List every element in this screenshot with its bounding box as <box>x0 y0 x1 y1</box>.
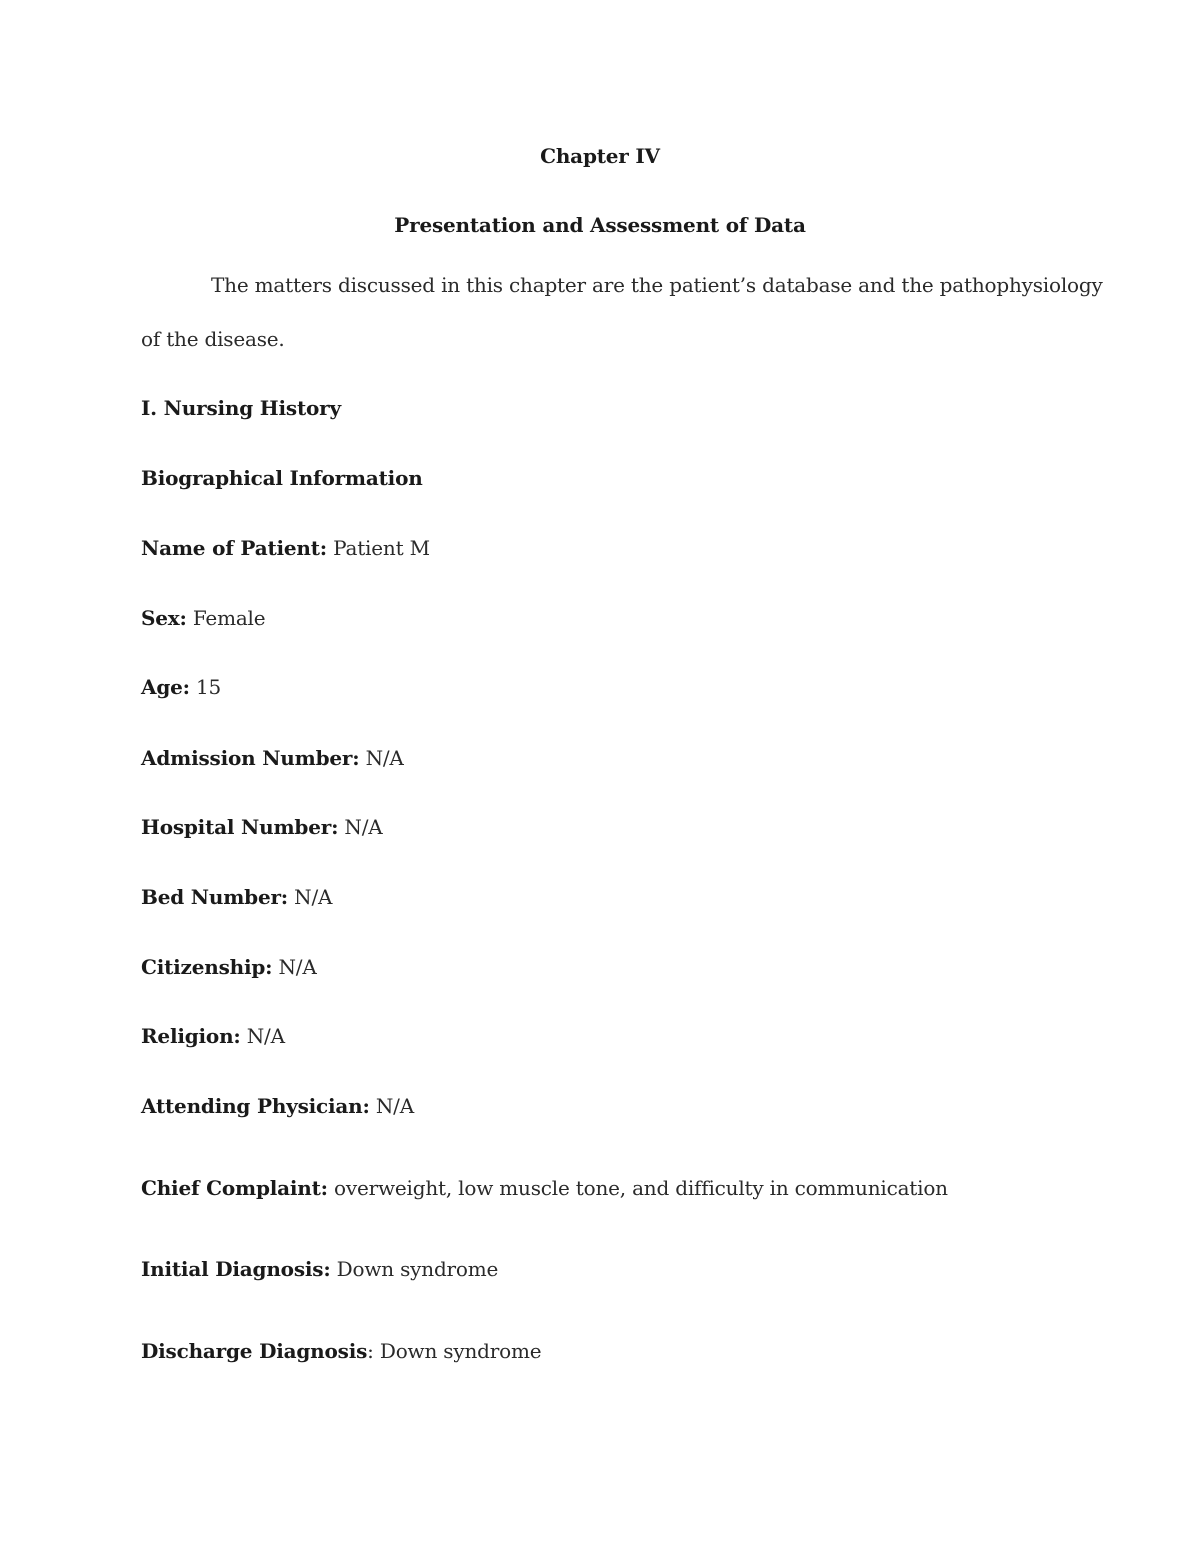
field-label: Attending Physician: <box>141 1094 370 1118</box>
field-chief-complaint <box>141 1175 948 1201</box>
field-value: N/A <box>288 885 333 909</box>
field-value: Female <box>186 606 266 630</box>
heading-nursing-history: I. Nursing History <box>141 396 341 420</box>
field-discharge-diagnosis <box>141 1338 541 1364</box>
field-label: Age: <box>141 675 190 699</box>
field-name-of-patient <box>141 535 430 561</box>
field-label: Initial Diagnosis: <box>141 1257 331 1281</box>
field-label: Bed Number: <box>141 885 288 909</box>
field-sex <box>141 605 265 631</box>
field-value: : Down syndrome <box>367 1339 542 1363</box>
field-label: Citizenship: <box>141 955 273 979</box>
field-label: Hospital Number: <box>141 815 339 839</box>
field-bed-number <box>141 884 332 910</box>
field-value: N/A <box>369 1094 414 1118</box>
field-initial-diagnosis <box>141 1256 498 1282</box>
intro-paragraph-line-1: The matters discussed in this chapter are the patient’s database and the pathophysiology <box>211 273 1103 297</box>
field-citizenship <box>141 954 317 980</box>
field-label: Discharge Diagnosis <box>141 1339 368 1363</box>
intro-paragraph-line-2: of the disease. <box>141 327 285 351</box>
field-value: Down syndrome <box>330 1257 499 1281</box>
field-admission-number <box>141 745 404 771</box>
field-age <box>141 674 221 700</box>
section-title: Presentation and Assessment of Data <box>394 213 806 237</box>
field-label: Admission Number: <box>141 746 360 770</box>
field-label: Sex: <box>141 606 187 630</box>
field-value: N/A <box>338 815 383 839</box>
field-label: Religion: <box>141 1024 241 1048</box>
field-religion <box>141 1023 285 1049</box>
field-value: N/A <box>240 1024 285 1048</box>
field-label: Chief Complaint: <box>141 1176 328 1200</box>
heading-biographical-information: Biographical Information <box>141 466 423 490</box>
field-value: Patient M <box>326 536 430 560</box>
chapter-title: Chapter IV <box>540 144 660 168</box>
field-label: Name of Patient: <box>141 536 327 560</box>
field-value: N/A <box>359 746 404 770</box>
field-attending-physician <box>141 1093 414 1119</box>
field-hospital-number <box>141 814 383 840</box>
field-value: 15 <box>189 675 222 699</box>
field-value: overweight, low muscle tone, and difficulty in communication <box>327 1176 948 1200</box>
field-value: N/A <box>272 955 317 979</box>
